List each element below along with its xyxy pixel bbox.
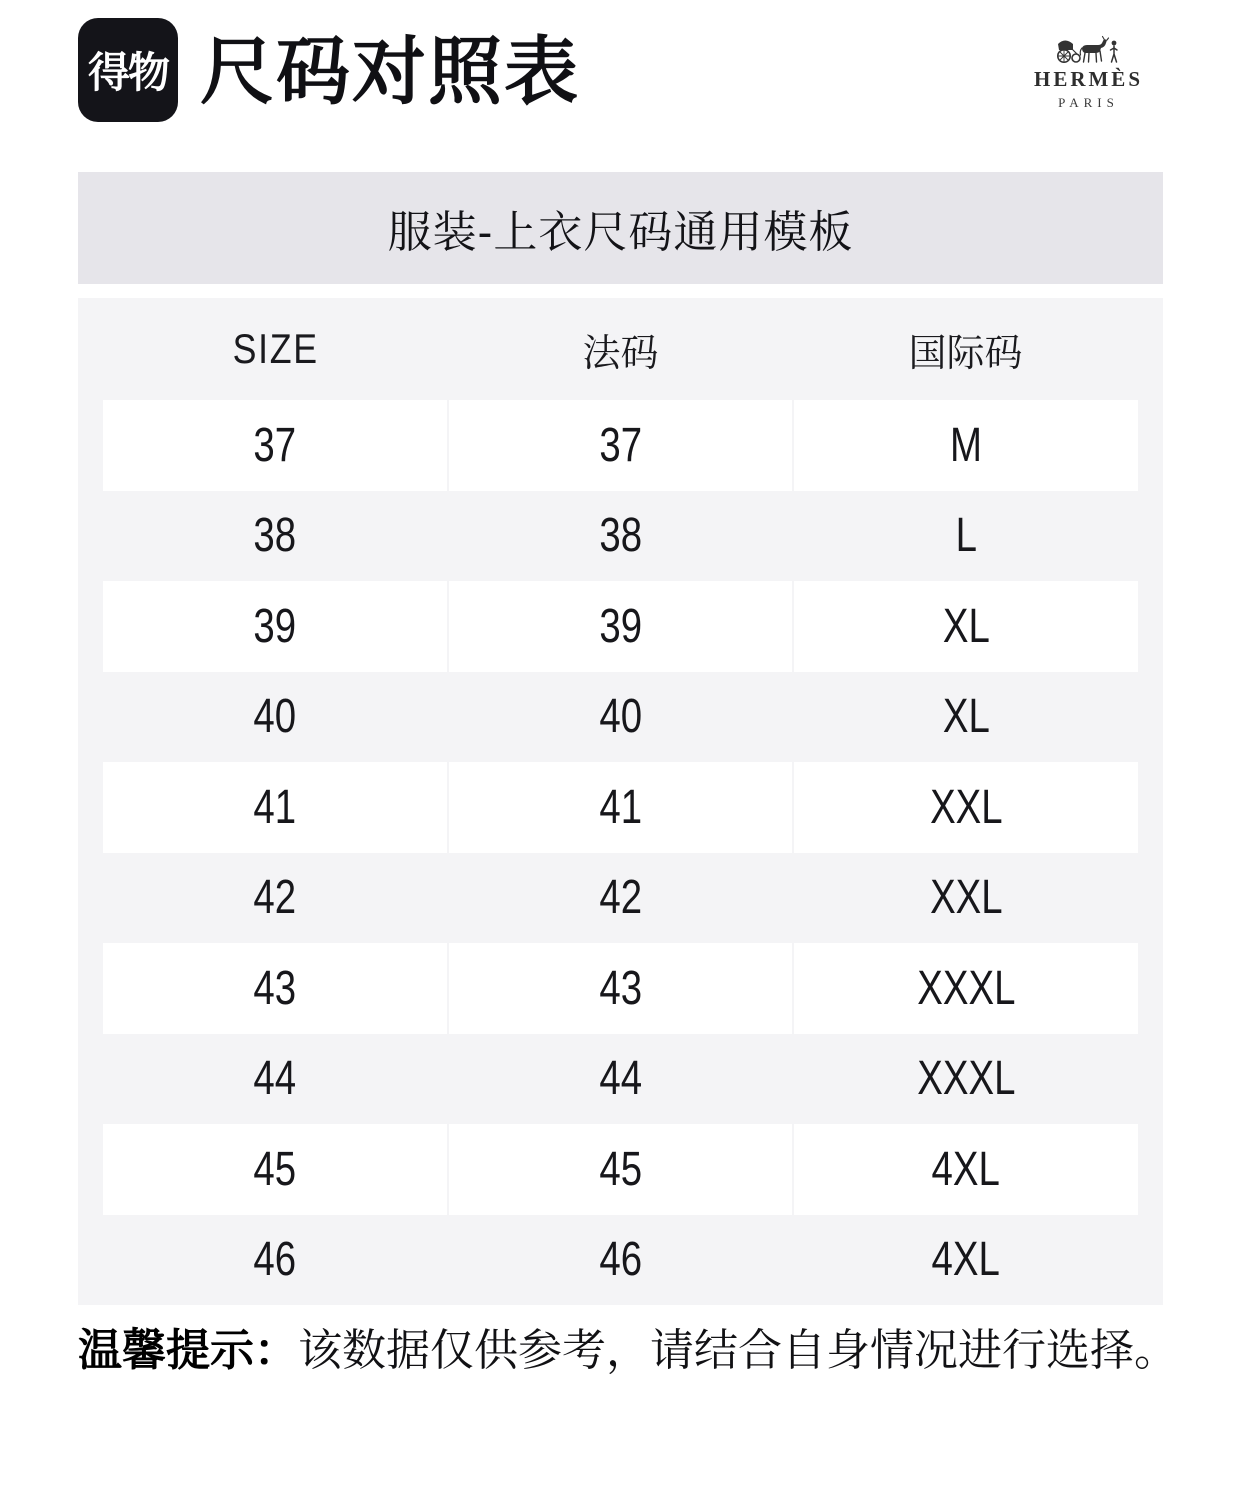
size-cell-value: 45 [253,1142,297,1196]
size-cell-value: 42 [253,871,297,925]
notice-label: 温馨提示： [78,1326,298,1375]
dewu-logo-text: 得物 [87,49,168,96]
header-cell [793,322,1138,377]
size-cell [449,1215,793,1306]
hermes-city-label: PARIS [1058,95,1119,110]
size-cell [794,943,1138,1034]
table-row [78,1215,1163,1306]
size-cell [794,1215,1138,1306]
size-cell [103,1215,447,1306]
size-cell [794,853,1138,944]
header-cell-label: 法码 [582,332,659,375]
template-banner [78,172,1163,284]
table-row [78,672,1163,763]
size-cell [449,943,793,1034]
size-cell-value: 40 [253,690,297,744]
table-row [78,943,1163,1034]
size-cell-value: 45 [599,1142,642,1196]
size-cell [794,491,1138,582]
size-cell [103,581,447,672]
header-cell [448,322,793,377]
size-cell-value: 46 [599,1233,642,1287]
table-body [78,400,1163,1305]
top-bar [78,18,1163,126]
size-cell-value: 41 [599,780,642,834]
hermes-logo [1034,34,1143,111]
size-cell [103,1034,447,1125]
size-cell-value: XXL [929,780,1003,834]
size-cell [103,943,447,1034]
header-cell [103,325,448,373]
table-header-row [78,298,1163,400]
table-row [78,1034,1163,1125]
size-cell-value: 38 [599,509,642,563]
size-cell [103,400,447,491]
size-cell [103,1124,447,1215]
table-row [78,491,1163,582]
size-cell [449,762,793,853]
size-cell-value: 46 [253,1233,297,1287]
page-title: 尺码对照表 [200,30,580,113]
size-cell [103,491,447,582]
size-cell-value: M [950,418,983,472]
size-cell [449,1124,793,1215]
size-cell-value: L [955,509,977,563]
hermes-carriage-icon [1055,34,1121,66]
header-cell-label: SIZE [232,325,319,372]
size-cell [103,853,447,944]
notice [78,1322,1178,1380]
size-cell [794,1034,1138,1125]
notice-text: 该数据仅供参考，请结合自身情况进行选择。 [298,1326,1178,1375]
size-cell-value: 43 [599,961,642,1015]
table-row [78,581,1163,672]
size-cell-value: 43 [253,961,297,1015]
hermes-wordmark: HERMÈS [1033,67,1143,91]
table-row [78,1124,1163,1215]
size-cell-value: XXXL [917,1052,1016,1106]
size-cell-value: 4XL [932,1233,1001,1287]
size-cell-value: XL [942,599,990,653]
size-cell-value: 42 [599,871,642,925]
header-cell-label: 国际码 [908,332,1023,375]
size-cell [449,400,793,491]
size-cell [449,581,793,672]
size-cell-value: XXL [929,871,1003,925]
size-table [78,298,1163,1305]
size-cell [794,400,1138,491]
size-cell-value: 37 [599,418,642,472]
size-cell [449,1034,793,1125]
size-cell-value: 39 [253,599,297,653]
size-cell-value: 39 [599,599,642,653]
size-cell-value: 44 [253,1052,297,1106]
size-cell [794,762,1138,853]
size-cell-value: 37 [253,418,297,472]
size-cell [103,672,447,763]
size-cell-value: 44 [599,1052,642,1106]
size-cell-value: 4XL [932,1142,1001,1196]
dewu-logo [78,18,178,122]
size-cell-value: XXXL [917,961,1016,1015]
table-row [78,400,1163,491]
size-cell-value: 40 [599,690,642,744]
size-cell [794,672,1138,763]
size-cell [794,581,1138,672]
template-banner-title: 服装-上衣尺码通用模板 [387,208,854,257]
table-row [78,853,1163,944]
size-cell-value: 38 [253,509,297,563]
size-cell [449,672,793,763]
table-row [78,762,1163,853]
size-cell [449,853,793,944]
size-cell-value: 41 [253,780,297,834]
size-cell [103,762,447,853]
size-cell [794,1124,1138,1215]
size-cell-value: XL [942,690,990,744]
size-cell [449,491,793,582]
